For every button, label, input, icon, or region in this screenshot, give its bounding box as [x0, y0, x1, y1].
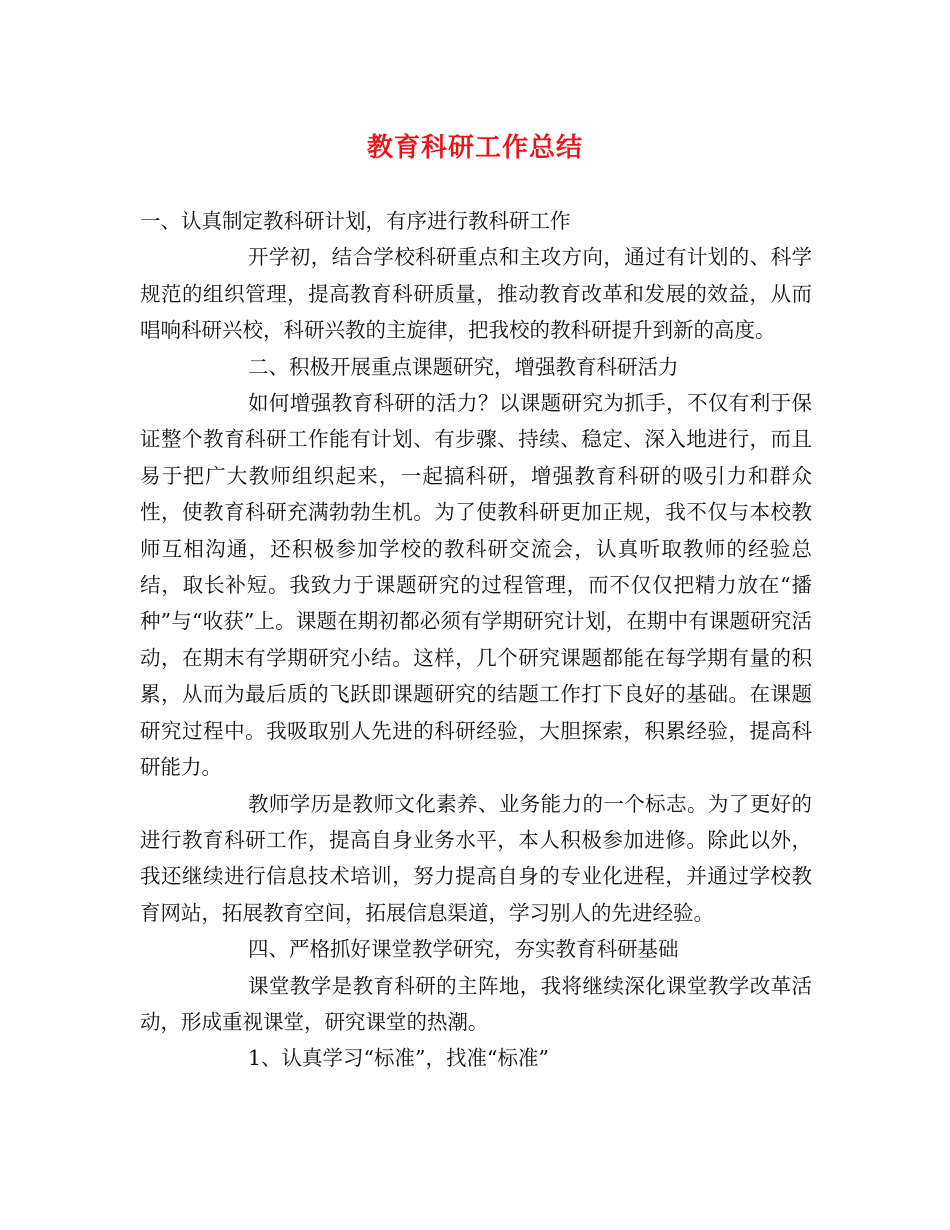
- paragraph-3: 教师学历是教师文化素养、业务能力的一个标志。为了更好的进行教育科研工作，提高自身业务水平，本人积极参加进修。除此以外，我还继续进行信息技术培训，努力提高自身的专业化进程，并通过学校教育网站，拓展教育空间，拓展信息渠道，学习别人的先进经验。: [140, 791, 812, 925]
- paragraph-4: 课堂教学是教育科研的主阵地，我将继续深化课堂教学改革活动，形成重视课堂，研究课堂的热潮。: [140, 973, 812, 1034]
- subsection-heading-1: 1、认真学习“标准”，找准“标准”: [248, 1046, 549, 1071]
- section-heading-1: 一、认真制定教科研计划，有序进行教科研工作: [140, 209, 571, 233]
- document-title: 教育科研工作总结: [366, 133, 583, 163]
- paragraph-1: 开学初，结合学校科研重点和主攻方向，通过有计划的、科学规范的组织管理，提高教育科研质量，推动教育改革和发展的效益，从而唱响科研兴校，科研兴教的主旋律，把我校的教科研提升到新的高度。: [140, 245, 812, 343]
- document-body: [140, 203, 812, 1077]
- paragraph-2: 如何增强教育科研的活力？以课题研究为抓手，不仅有利于保证整个教育科研工作能有计划、有步骤、持续、稳定、深入地进行，而且易于把广大教师组织起来，一起搞科研，增强教育科研的吸引力和群众性，使教育科研充满勃勃生机。为了使教科研更加正规，我不仅与本校教师互相沟通，还积极参加学校的教科研交流会，认真听取教师的经验总结，取长补短。我致力于课题研究的过程管理，而不仅仅把精力放在“播种”与“收获”上。课题在期初都必须有学期研究计划，在期中有课题研究活动，在期末有学期研究小结。这样，几个研究课题都能在每学期有量的积累，从而为最后质的飞跃即课题研究的结题工作打下良好的基础。在课题研究过程中。我吸取别人先进的科研经验，大胆探索，积累经验，提高科研能力。: [140, 391, 812, 780]
- section-heading-4: 四、严格抓好课堂教学研究，夯实教育科研基础: [248, 937, 679, 962]
- section-heading-2: 二、积极开展重点课题研究，增强教育科研活力: [248, 354, 679, 379]
